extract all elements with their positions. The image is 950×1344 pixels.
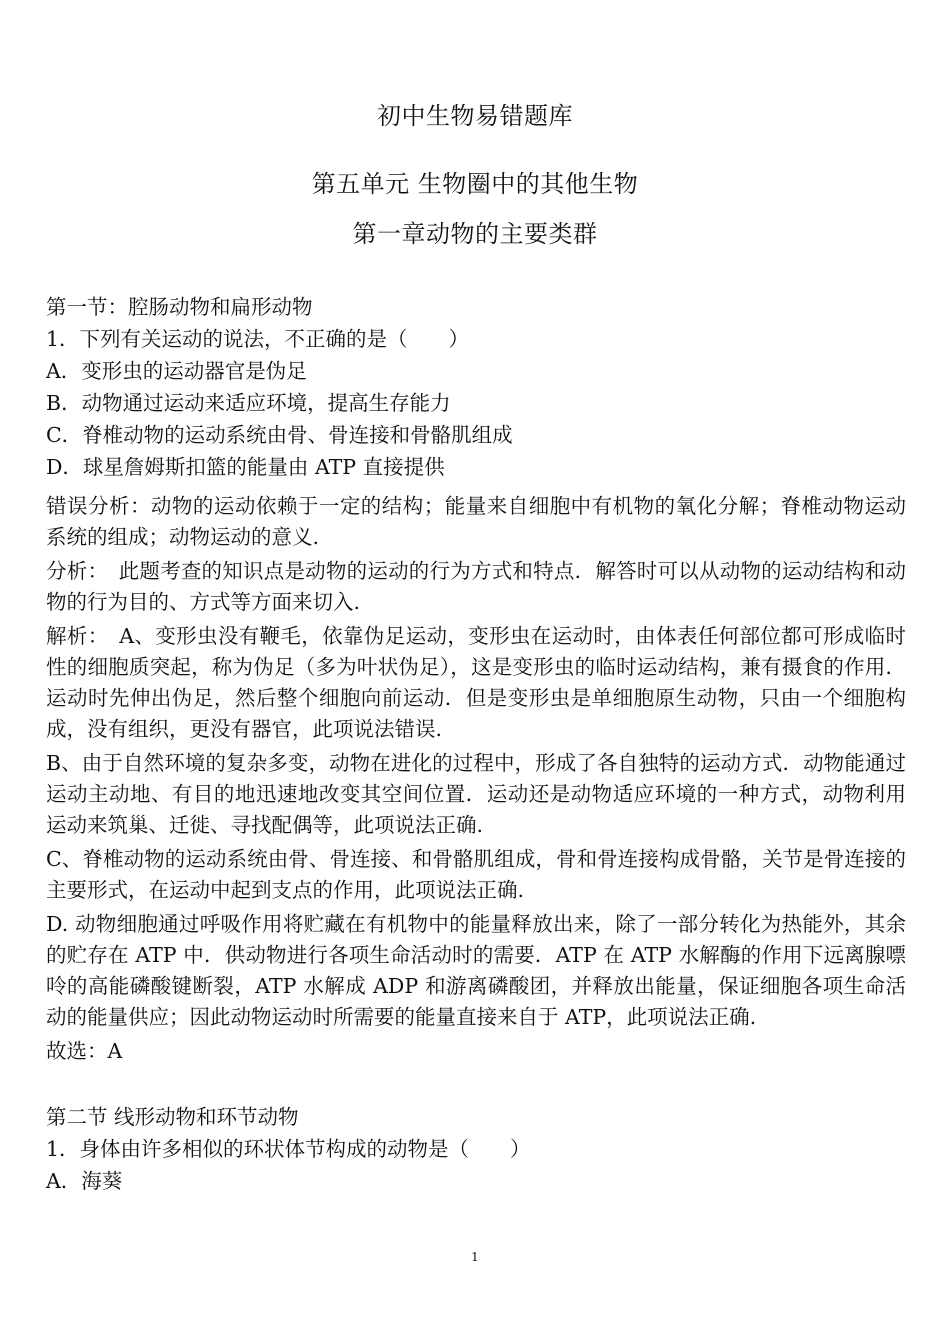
- explanation-c: C、脊椎动物的运动系统由骨、骨连接、和骨骼肌组成，骨和骨连接构成骨骼，关节是骨连接的主要形式，在运动中起到支点的作用，此项说法正确.: [46, 847, 906, 902]
- option-d: D．球星詹姆斯扣篮的能量由 ATP 直接提供: [46, 455, 445, 479]
- analysis: 分析： 此题考查的知识点是动物的运动的行为方式和特点．解答时可以从动物的运动结构和动物的行为目的、方式等方面来切入.: [46, 559, 906, 614]
- option-b: B．动物通过运动来适应环境，提高生存能力: [46, 391, 451, 415]
- section-heading: 第二节 线形动物和环节动物: [46, 1105, 299, 1129]
- option-c: C．脊椎动物的运动系统由骨、骨连接和骨骼肌组成: [46, 423, 513, 447]
- main-content: [46, 291, 906, 1197]
- document-title: 初中生物易错题库: [377, 102, 573, 130]
- error-analysis: 错误分析：动物的运动依赖于一定的结构；能量来自细胞中有机物的氧化分解；脊椎动物运动系统的组成；动物运动的意义.: [46, 494, 906, 549]
- section-heading: 第一节：腔肠动物和扁形动物: [46, 295, 313, 319]
- unit-title: 第五单元 生物圈中的其他生物: [311, 170, 639, 198]
- explanation-b: B、由于自然环境的复杂多变，动物在进化的过程中，形成了各自独特的运动方式．动物能通过运动主动地、有目的地迅速地改变其空间位置．运动还是动物适应环境的一种方式，动物利用运动来筑巢、迁徙、寻找配偶等，此项说法正确.: [46, 751, 906, 837]
- option-a: A．变形虫的运动器官是伪足: [46, 359, 307, 383]
- page-number: 1: [471, 1250, 479, 1264]
- question-text: 1．下列有关运动的说法，不正确的是（ ）: [46, 327, 470, 351]
- chapter-title: 第一章动物的主要类群: [352, 220, 598, 248]
- section-spacer: [46, 1067, 906, 1101]
- answer: 故选：A: [46, 1039, 123, 1063]
- explanation-d: D. 动物细胞通过呼吸作用将贮藏在有机物中的能量释放出来，除了一部分转化为热能外，其余的贮存在 ATP 中．供动物进行各项生命活动时的需要．ATP 在 ATP 水解酶的作用下远离腺嘌呤的高能磷酸键断裂，ATP 水解成 ADP 和游离磷酸团，并释放出能量，保证细胞各项生命活动的能量供应；因此动物运动时所需要的能量直接来自于 ATP，此项说法正确.: [46, 912, 906, 1029]
- question-text: 1．身体由许多相似的环状体节构成的动物是（ ）: [46, 1137, 531, 1161]
- explanation-a: 解析： A、变形虫没有鞭毛，依靠伪足运动，变形虫在运动时，由体表任何部位都可形成临时性的细胞质突起，称为伪足（多为叶状伪足），这是变形虫的临时运动结构，兼有摄食的作用．运动时先伸出伪足，然后整个细胞向前运动．但是变形虫是单细胞原生动物，只由一个细胞构成，没有组织，更没有器官，此项说法错误.: [46, 624, 906, 741]
- option-a: A．海葵: [46, 1169, 123, 1193]
